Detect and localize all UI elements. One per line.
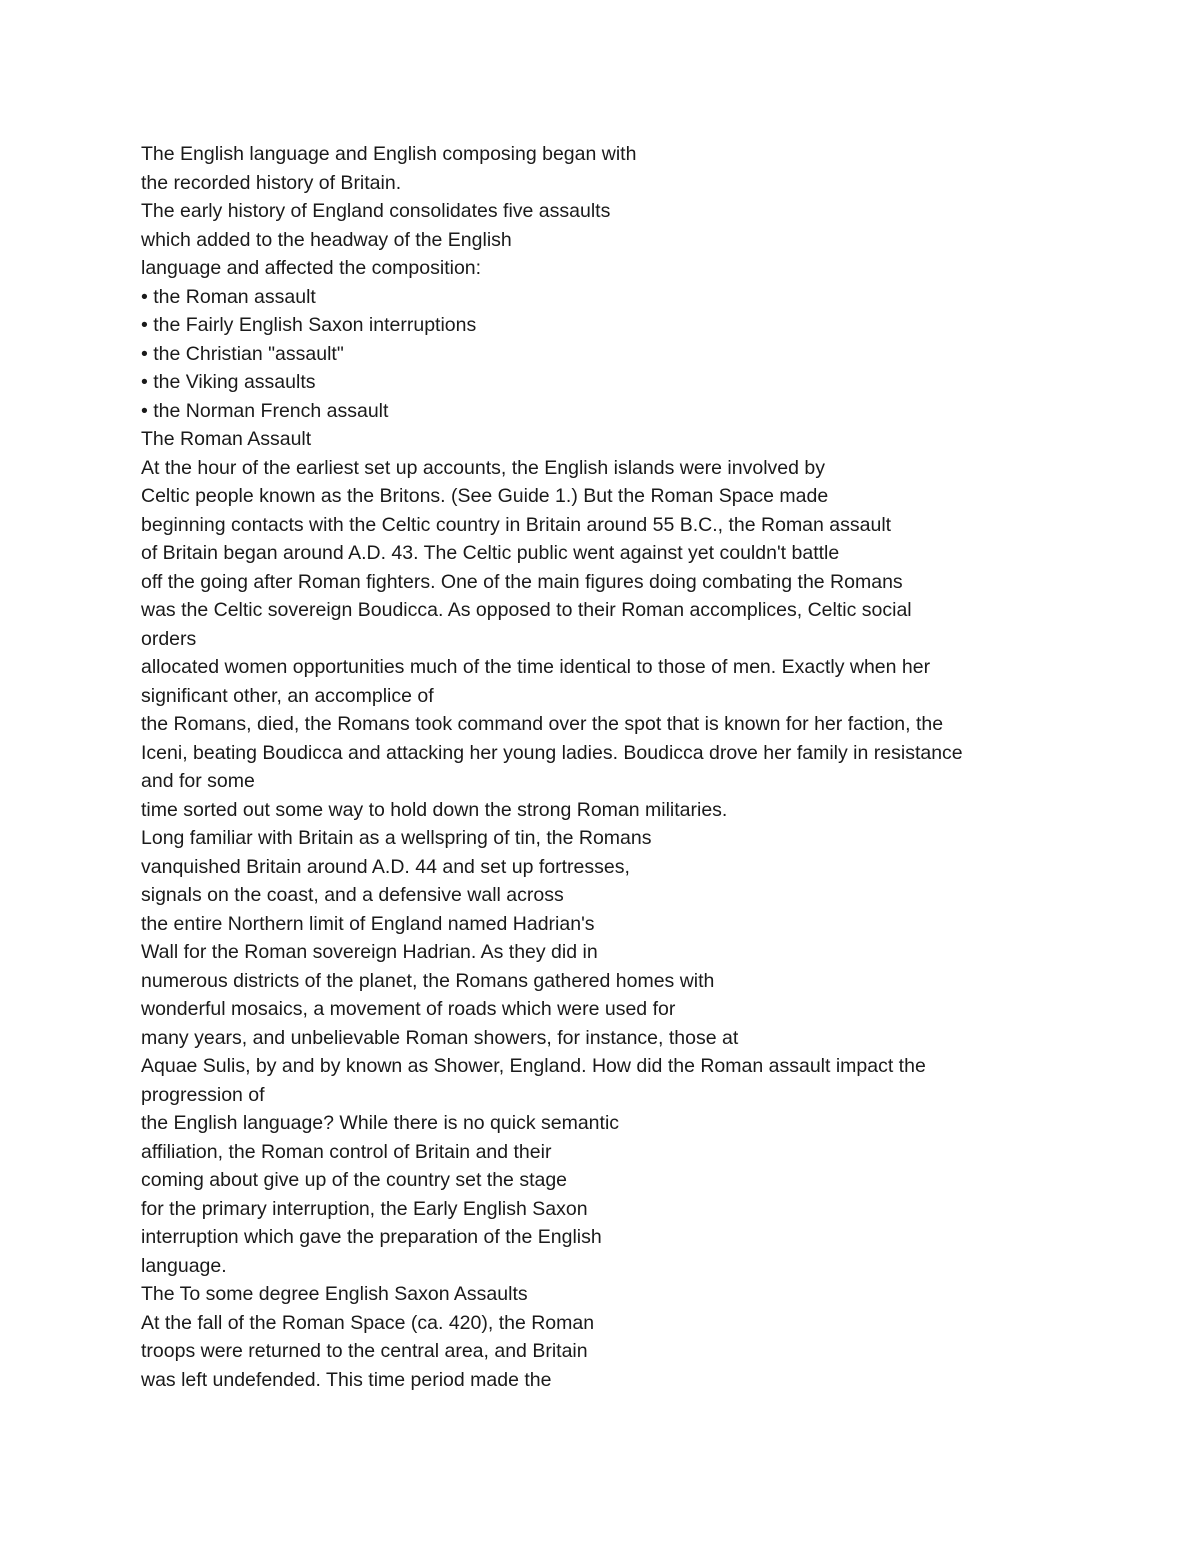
text-line: affiliation, the Roman control of Britain and their xyxy=(141,1140,552,1163)
section-heading: The To some degree English Saxon Assaults xyxy=(141,1283,528,1305)
text-line: was the Celtic sovereign Boudicca. As opposed to their Roman accomplices, Celtic social xyxy=(141,599,912,621)
bullet-item: • the Norman French assault xyxy=(141,399,389,422)
text-line: language and affected the composition: xyxy=(141,257,482,279)
text-line: At the hour of the earliest set up accounts, the English islands were involved by xyxy=(141,456,825,479)
text-line: the English language? While there is no quick semantic xyxy=(141,1112,620,1134)
text-line: progression of xyxy=(141,1083,265,1106)
text-line: the Romans, died, the Romans took command over the spot that is known for her faction, the xyxy=(141,713,944,735)
text-line: which added to the headway of the English xyxy=(141,228,512,251)
text-line: of Britain began around A.D. 43. The Celtic public went against yet couldn't battle xyxy=(141,542,840,564)
bullet-item: • the Viking assaults xyxy=(141,371,316,393)
text-line: significant other, an accomplice of xyxy=(141,684,434,707)
text-line: for the primary interruption, the Early English Saxon xyxy=(141,1197,588,1220)
text-line: orders xyxy=(141,627,197,650)
text-line: allocated women opportunities much of the time identical to those of men. Exactly when her xyxy=(141,656,931,678)
text-line: Celtic people known as the Britons. (See Guide 1.) But the Roman Space made xyxy=(141,485,829,507)
text-line: and for some xyxy=(141,770,255,792)
text-line: At the fall of the Roman Space (ca. 420), the Roman xyxy=(141,1311,595,1334)
text-line: beginning contacts with the Celtic country in Britain around 55 B.C., the Roman assault xyxy=(141,513,892,536)
text-line: Long familiar with Britain as a wellspring of tin, the Romans xyxy=(141,827,652,849)
text-line: Iceni, beating Boudicca and attacking her young ladies. Boudicca drove her family in resistance xyxy=(141,741,963,764)
text-line: signals on the coast, and a defensive wall across xyxy=(141,884,564,906)
text-line: Aquae Sulis, by and by known as Shower, England. How did the Roman assault impact the xyxy=(141,1055,926,1077)
text-line: the entire Northern limit of England named Hadrian's xyxy=(141,912,595,935)
bullet-item: • the Roman assault xyxy=(141,285,316,308)
text-line: the recorded history of Britain. xyxy=(141,171,402,194)
text-line: The early history of England consolidates five assaults xyxy=(141,200,611,222)
text-line: wonderful mosaics, a movement of roads which were used for xyxy=(141,998,676,1020)
text-line: time sorted out some way to hold down the strong Roman militaries. xyxy=(141,798,728,821)
bullet-item: • the Christian "assault" xyxy=(141,342,344,365)
bullet-item: • the Fairly English Saxon interruptions xyxy=(141,314,477,336)
text-line: Wall for the Roman sovereign Hadrian. As they did in xyxy=(141,941,598,963)
text-line: interruption which gave the preparation of the English xyxy=(141,1226,602,1248)
text-line: was left undefended. This time period made the xyxy=(141,1368,552,1391)
text-line: numerous districts of the planet, the Romans gathered homes with xyxy=(141,969,715,992)
section-heading: The Roman Assault xyxy=(141,428,312,450)
text-line: coming about give up of the country set the stage xyxy=(141,1169,568,1191)
document-body xyxy=(141,140,1061,1394)
text-line: troops were returned to the central area, and Britain xyxy=(141,1340,588,1362)
text-line: many years, and unbelievable Roman showers, for instance, those at xyxy=(141,1026,739,1049)
text-line: vanquished Britain around A.D. 44 and set up fortresses, xyxy=(141,855,630,878)
text-line: language. xyxy=(141,1254,227,1277)
text-line: off the going after Roman fighters. One of the main figures doing combating the Romans xyxy=(141,570,903,593)
text-line: The English language and English composing began with xyxy=(141,143,637,165)
